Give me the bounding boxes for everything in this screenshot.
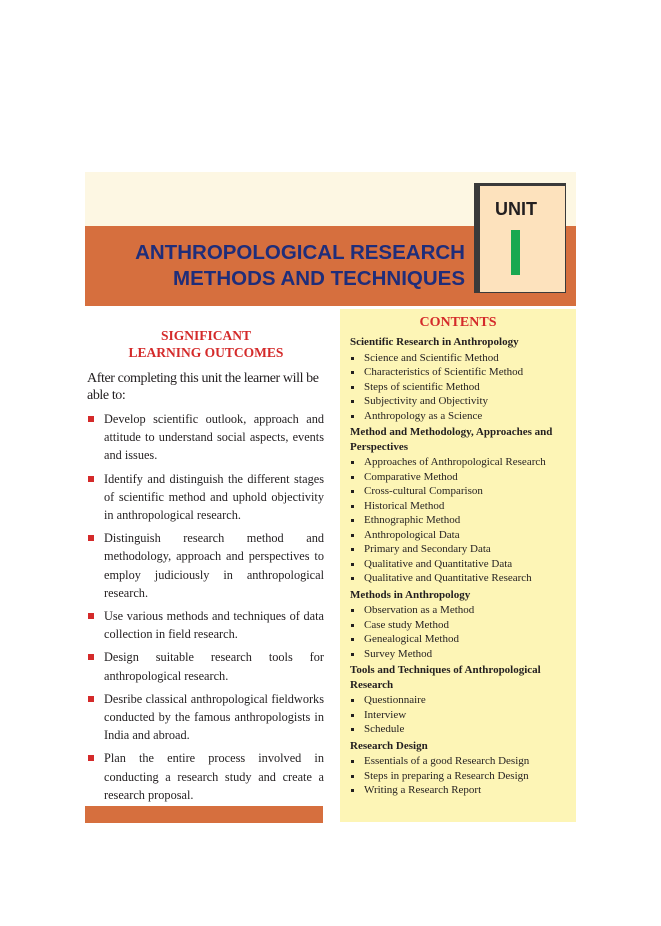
square-bullet-icon	[88, 613, 94, 619]
contents-section-heading: Tools and Techniques of Anthropological Research	[350, 664, 541, 691]
square-bullet-icon	[88, 535, 94, 541]
outcome-item	[87, 648, 324, 684]
contents-item: Approaches of Anthropological Research	[350, 455, 574, 470]
outcomes-intro: After completing this unit the learner will be able to:	[87, 371, 319, 403]
contents-item: Genealogical Method	[350, 632, 574, 647]
outcome-text: Distinguish research method and methodology, approach and perspectives to employ judiciously in anthropological research.	[104, 531, 324, 600]
outcome-item	[87, 690, 324, 745]
contents-item: Characteristics of Scientific Method	[350, 365, 574, 380]
unit-label: UNIT	[495, 199, 537, 219]
contents-item: Schedule	[350, 722, 574, 737]
contents-section-heading: Research Design	[350, 739, 428, 752]
contents-item: Historical Method	[350, 499, 574, 514]
unit-number-glyph	[511, 230, 520, 275]
contents-item: Observation as a Method	[350, 603, 574, 618]
contents-section-list	[350, 693, 574, 737]
contents-item: Essentials of a good Research Design	[350, 754, 574, 769]
contents-section-heading: Scientific Research in Anthropology	[350, 336, 519, 348]
contents-heading: CONTENTS	[419, 315, 497, 330]
contents-section-list	[350, 603, 574, 661]
square-bullet-icon	[88, 696, 94, 702]
contents-item: Steps of scientific Method	[350, 380, 574, 395]
square-bullet-icon	[88, 755, 94, 761]
contents-section-list	[350, 455, 574, 586]
contents-item: Writing a Research Report	[350, 783, 574, 798]
outcomes-heading	[90, 327, 322, 361]
contents-item: Subjectivity and Objectivity	[350, 394, 574, 409]
outcome-text: Plan the entire process involved in conducting a research study and create a research proposal.	[104, 751, 324, 802]
chapter-title	[100, 240, 465, 292]
outcome-text: Develop scientific outlook, approach and attitude to understand social aspects, events and issues.	[104, 412, 324, 463]
contents-body	[350, 335, 574, 800]
footer-bar	[85, 806, 323, 823]
contents-section-heading: Method and Methodology, Approaches and Perspectives	[350, 426, 553, 453]
contents-item: Qualitative and Quantitative Research	[350, 571, 574, 586]
square-bullet-icon	[88, 476, 94, 482]
outcome-item	[87, 470, 324, 525]
contents-section-list	[350, 351, 574, 424]
contents-section-list	[350, 754, 574, 798]
contents-item: Survey Method	[350, 647, 574, 662]
contents-item: Case study Method	[350, 618, 574, 633]
chapter-title-line2: METHODS AND TECHNIQUES	[173, 267, 465, 290]
contents-item: Science and Scientific Method	[350, 351, 574, 366]
contents-item: Interview	[350, 708, 574, 723]
outcome-text: Identify and distinguish the different stages of scientific method and uphold objectivity in anthropological research.	[104, 471, 324, 523]
contents-item: Qualitative and Quantitative Data	[350, 557, 574, 572]
contents-item: Comparative Method	[350, 470, 574, 485]
contents-item: Ethnographic Method	[350, 513, 574, 528]
outcome-text: Design suitable research tools for anthropological research.	[104, 650, 324, 683]
contents-item: Cross-cultural Comparison	[350, 484, 574, 499]
outcome-item	[87, 749, 324, 804]
contents-item: Primary and Secondary Data	[350, 542, 574, 557]
square-bullet-icon	[88, 654, 94, 660]
outcome-item	[87, 529, 324, 602]
chapter-title-line1: ANTHROPOLOGICAL RESEARCH	[135, 241, 465, 264]
outcome-item	[87, 607, 324, 643]
square-bullet-icon	[88, 416, 94, 422]
outcomes-heading-line1: SIGNIFICANT	[160, 328, 252, 343]
contents-item: Anthropology as a Science	[350, 409, 574, 424]
outcome-item	[87, 410, 324, 465]
outcome-text: Use various methods and techniques of data collection in field research.	[104, 609, 324, 642]
contents-item: Steps in preparing a Research Design	[350, 769, 574, 784]
outcomes-heading-line2: LEARNING OUTCOMES	[128, 345, 284, 360]
contents-item: Anthropological Data	[350, 528, 574, 543]
outcome-text: Desribe classical anthropological fieldworks conducted by the famous anthropologists in India and abroad.	[104, 691, 324, 743]
contents-item: Questionnaire	[350, 693, 574, 708]
contents-section-heading: Methods in Anthropology	[350, 588, 471, 601]
outcomes-list	[87, 410, 324, 809]
